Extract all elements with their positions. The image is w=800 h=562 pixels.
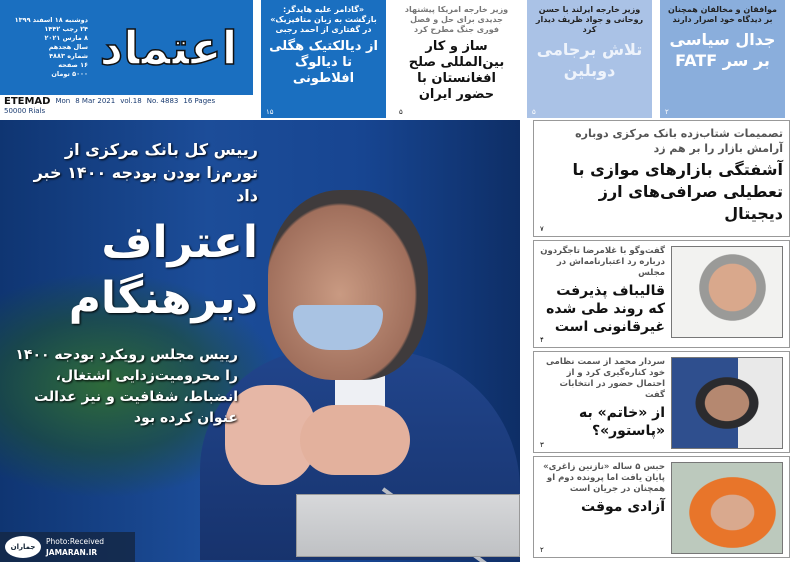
story-headline: آشفتگی بازارهای موازی با تعطیلی صرافی‌های ارز دیجیتال — [572, 160, 783, 223]
story-kicker: تصمیمات شتاب‌زده بانک مرکزی دوباره آرامش بازار را بر هم زد — [575, 127, 783, 155]
story-photo — [671, 357, 783, 449]
teaser-kicker: موافقان و مخالفان همچنان بر دیدگاه خود اصرار دارند — [668, 5, 777, 24]
story-photo — [671, 246, 783, 338]
masthead-strip — [0, 95, 253, 118]
page-number: ۱۵ — [266, 108, 274, 116]
photo-hand — [300, 405, 410, 475]
page-number: ۳ — [540, 441, 544, 449]
date-line: ۱۶ صفحه — [58, 61, 88, 69]
jamaran-logo: جماران — [5, 536, 41, 558]
issue-info — [4, 16, 88, 79]
teaser-afghanistan[interactable] — [394, 0, 519, 118]
story-photo — [671, 462, 783, 554]
date-line: شماره ۴۸۸۳ — [49, 52, 88, 60]
story-tajgardoon[interactable] — [533, 240, 790, 348]
page-number: ۲ — [540, 546, 544, 554]
masthead-main — [0, 0, 253, 95]
main-subtext: رییس مجلس رویکرد بودجه ۱۴۰۰ را محرومیت‌زدایی اشتغال، انضباط، شفافیت و نیز عدالت عنوان کرده بود — [15, 347, 238, 426]
teaser-headline: جدال سیاسی بر سر FATF — [669, 30, 776, 70]
date-line: ۲۴ رجب ۱۴۴۲ — [44, 25, 88, 33]
story-currency[interactable] — [533, 120, 790, 237]
story-kicker: گفت‌وگو با غلامرضا تاجگردون درباره رد اعتبارنامه‌اش در مجلس — [540, 246, 665, 278]
date-line: سال هجدهم — [48, 43, 88, 51]
teaser-headline: از دیالکتیک هگلی تا دیالوگ افلاطونی — [269, 39, 378, 86]
strip-volume: vol.18 — [120, 97, 142, 105]
masthead — [0, 0, 253, 118]
strip-price: 50000 Rials — [4, 107, 46, 115]
credit-label: Photo:Received — [46, 537, 105, 546]
main-headline: اعتراف دیرهنگام — [68, 217, 258, 324]
story-zaghari[interactable] — [533, 456, 790, 558]
date-line: ۵۰۰۰ تومان — [51, 70, 88, 78]
brand-name: ETEMAD — [4, 96, 51, 107]
date-line: ۸ مارس ۲۰۲۱ — [44, 34, 88, 42]
strip-day: Mon — [55, 97, 71, 105]
story-kicker: حبس ۵ ساله «نازنین زاغری» پایان یافت اما پرونده دوم او همچنان در جریان است — [543, 462, 665, 494]
story-headline: قالیباف پذیرفت که روند طی شده غیرقانونی است — [546, 283, 665, 335]
main-story-photo[interactable] — [0, 120, 520, 562]
photo-laptop — [296, 494, 520, 557]
story-headline: آزادی موقت — [581, 499, 665, 515]
page-number: ۵ — [399, 108, 403, 116]
story-saeed-mohammad[interactable] — [533, 351, 790, 453]
teaser-headline: ساز و کار بین‌المللی صلح افغانستان با حضور ایران — [408, 39, 505, 102]
date-line: دوشنبه ۱۸ اسفند ۱۳۹۹ — [14, 16, 88, 24]
teaser-philosophy[interactable] — [261, 0, 386, 118]
teaser-kicker: وزیر خارجه ایرلند با حسن روحانی و جواد ظریف دیدار کرد — [535, 5, 644, 34]
teaser-kicker: وزیر خارجه امریکا پیشنهاد جدیدی برای حل و فصل فوری جنگ مطرح کرد — [404, 5, 509, 34]
story-kicker: سردار محمد از سمت نظامی خود کناره‌گیری کرد و از احتمال حضور در انتخابات گفت — [545, 357, 665, 400]
page-number: ۵ — [532, 108, 536, 116]
right-column — [533, 120, 790, 562]
main-kicker: رییس کل بانک مرکزی از تورم‌زا بودن بودجه ۱۴۰۰ خبر داد — [33, 140, 258, 205]
photo-person — [268, 190, 428, 380]
strip-pages: 16 Pages — [183, 97, 216, 105]
teaser-dublin[interactable] — [527, 0, 652, 118]
page-number: ۷ — [540, 225, 544, 233]
teaser-headline: تلاش برجامی دوبلین — [536, 40, 643, 80]
newspaper-logo: اعتماد — [99, 20, 238, 75]
credit-source: JAMARAN.IR — [46, 548, 98, 557]
strip-date: 8 Mar 2021 — [75, 97, 116, 105]
bottom-row — [0, 120, 800, 562]
teaser-fatf[interactable] — [660, 0, 785, 118]
story-headline: از «خاتم» به «پاستور»؟ — [578, 405, 665, 439]
page-number: ۴ — [540, 336, 544, 344]
teaser-kicker: «گادامر علیه هایدگر: بازگشت به زبان متافیزیک» در گفتاری از احمد رجبی — [270, 5, 377, 34]
page-number: ۲ — [665, 108, 669, 116]
strip-number: No. 4883 — [146, 97, 179, 105]
top-row — [0, 0, 800, 118]
main-story-text — [8, 138, 258, 429]
